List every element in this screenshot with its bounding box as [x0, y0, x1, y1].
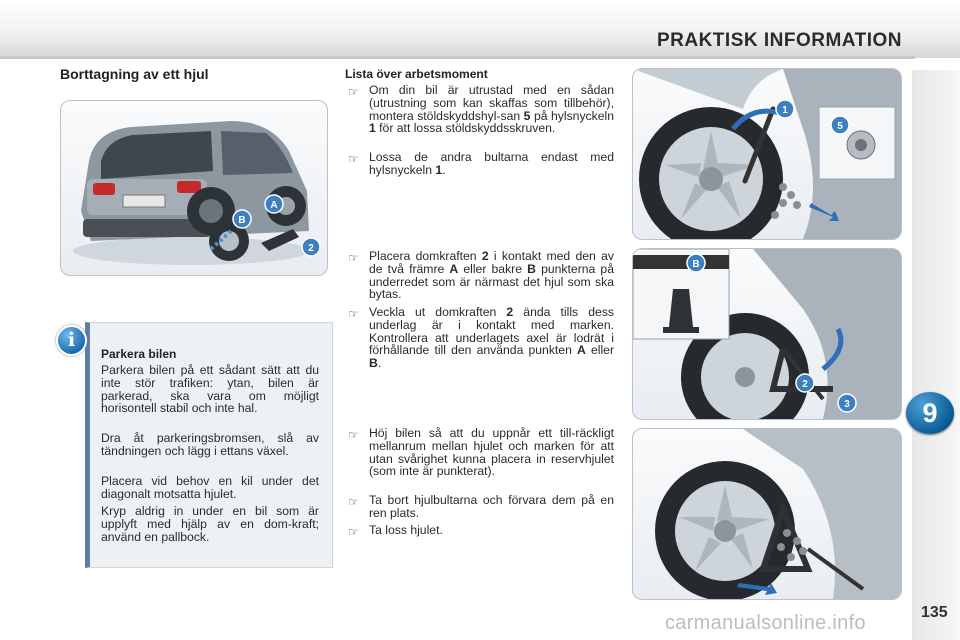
info-paragraph: Dra åt parkeringsbromsen, slå av tändningen och lägg i ettans växel.	[101, 431, 319, 458]
wheel-bolt-illustration	[632, 68, 902, 240]
callout-3-label: 3	[844, 399, 850, 410]
chapter-badge[interactable]: 9	[906, 392, 954, 434]
car-overview-illustration	[60, 100, 328, 276]
page-number: 135	[921, 604, 948, 621]
info-box-title: Parkera bilen	[101, 347, 177, 361]
step-text: Höj bilen så att du uppnår ett till-räckligt mellanrum mellan hjulet och marken för att utan svårighet kunna placera in reservhjulet (som inte är punkterat).	[369, 426, 614, 479]
bullet-icon: ☞	[348, 428, 359, 442]
callout-b-label: B	[238, 215, 246, 226]
page-title: PRAKTISK INFORMATION	[656, 30, 902, 51]
header-rule	[0, 56, 915, 59]
bullet-icon: ☞	[348, 85, 359, 99]
callout-5-label: 5	[837, 121, 843, 132]
step-text: Placera domkraften 2 i kontakt med den av de två främre A eller bakre B punkterna på underredet som är närmast det hjul som ska bytas.	[369, 249, 614, 302]
callout-b-label: B	[692, 259, 700, 270]
callout-2-label: 2	[308, 243, 314, 254]
step-text: Om din bil är utrustad med en sådan (utrustning som kan skaffas som tillbehör), montera stöldskyddshyl-san 5 på hylsnyckeln 1 för att lossa stöldskyddsskruven.	[369, 83, 614, 136]
bullet-icon: ☞	[348, 152, 359, 166]
info-paragraph: Placera vid behov en kil under det diagonalt motsatta hjulet.	[101, 474, 319, 501]
wheel-removal-illustration	[632, 428, 902, 600]
callout-1-label: 1	[782, 105, 788, 116]
jack-placement-illustration	[632, 248, 902, 420]
step-text: Ta loss hjulet.	[369, 523, 443, 537]
info-icon: i	[56, 325, 87, 356]
info-paragraph: Kryp aldrig in under en bil som är upplyft med hjälp av en dom-kraft; använd en pallbock.	[101, 504, 319, 544]
bullet-icon: ☞	[348, 525, 359, 539]
callout-2-label: 2	[802, 379, 808, 390]
bullet-icon: ☞	[348, 251, 359, 265]
steps-title: Lista över arbetsmoment	[345, 67, 488, 81]
callout-a-label: A	[270, 200, 278, 211]
watermark: carmanualsonline.info	[665, 612, 866, 634]
section-title: Borttagning av ett hjul	[60, 66, 209, 82]
info-paragraph: Parkera bilen på ett sådant sätt att du inte stör trafiken: ytan, bilen är parkerad, ska vara om möjligt horisontell stabil och inte hal.	[101, 363, 319, 416]
step-text: Lossa de andra bultarna endast med hylsnyckeln 1.	[369, 150, 614, 177]
bullet-icon: ☞	[348, 307, 359, 321]
bullet-icon: ☞	[348, 495, 359, 509]
step-text: Ta bort hjulbultarna och förvara dem på en ren plats.	[369, 493, 614, 520]
step-text: Veckla ut domkraften 2 ända tills dess underlag är i kontakt med marken. Kontrollera att underlagets axel är lodrät i förhållande till den använda punkten A eller B.	[369, 305, 615, 371]
chapter-side-strip	[912, 70, 960, 640]
